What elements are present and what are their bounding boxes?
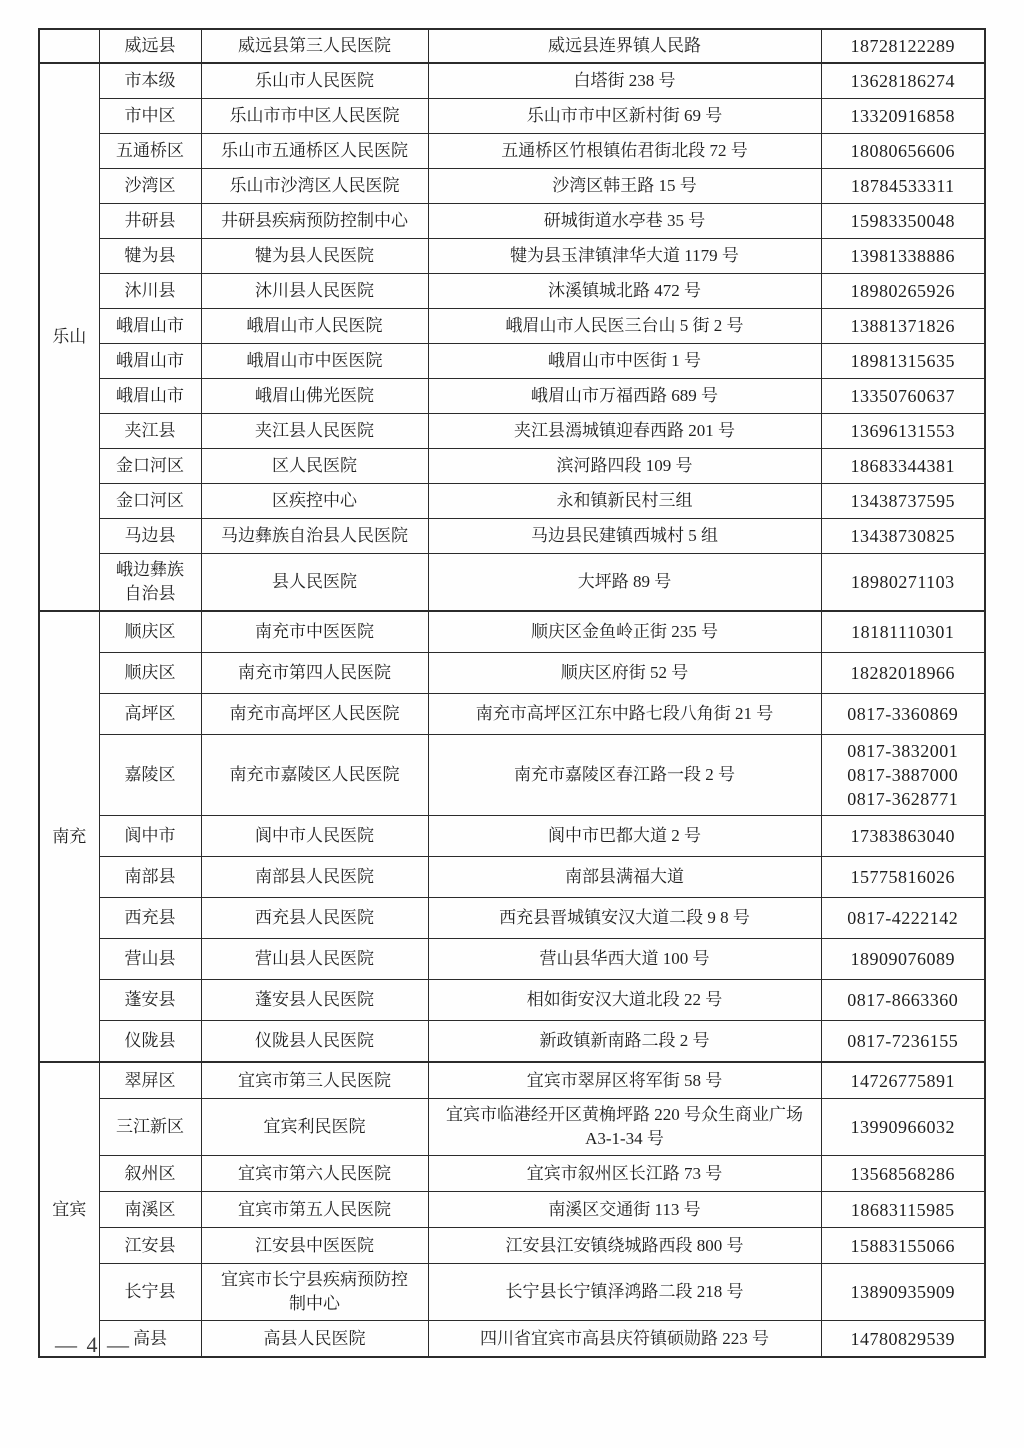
phone-number: 18980271103	[850, 572, 955, 592]
phone-cell	[821, 309, 985, 344]
address-cell: 南溪区交通街 113 号	[428, 1192, 821, 1228]
district-cell: 西充县	[99, 898, 201, 939]
district-cell: 南部县	[99, 857, 201, 898]
hospital-table-body	[39, 29, 985, 1357]
phone-number: 0817-3832001	[847, 741, 959, 761]
hospital-name-cell: 井研县疾病预防控制中心	[201, 204, 428, 239]
hospital-name-cell: 西充县人民医院	[201, 898, 428, 939]
phone-number: 14726775891	[850, 1070, 955, 1091]
hospital-name-cell: 区人民医院	[201, 449, 428, 484]
address-cell: 顺庆区金鱼岭正街 235 号	[428, 611, 821, 653]
phone-cell	[821, 29, 985, 63]
phone-number: 15983350048	[850, 211, 955, 231]
table-row	[39, 898, 985, 939]
district-cell: 南溪区	[99, 1192, 201, 1228]
phone-cell	[821, 735, 985, 816]
table-row	[39, 1062, 985, 1099]
district-cell: 市本级	[99, 63, 201, 99]
district-cell: 峨边彝族自治县	[99, 554, 201, 612]
table-row	[39, 63, 985, 99]
hospital-name-cell: 乐山市沙湾区人民医院	[201, 169, 428, 204]
phone-number: 13350760637	[850, 386, 955, 406]
table-row	[39, 309, 985, 344]
table-row	[39, 1192, 985, 1228]
phone-number: 18181110301	[851, 622, 955, 642]
hospital-name-cell: 营山县人民医院	[201, 939, 428, 980]
table-row	[39, 857, 985, 898]
hospital-name-cell: 南充市嘉陵区人民医院	[201, 735, 428, 816]
address-cell: 四川省宜宾市高县庆符镇硕勋路 223 号	[428, 1321, 821, 1358]
district-cell: 井研县	[99, 204, 201, 239]
phone-number: 0817-7236155	[847, 1031, 959, 1051]
address-cell: 大坪路 89 号	[428, 554, 821, 612]
phone-number: 13890935909	[850, 1282, 955, 1302]
address-cell: 夹江县漹城镇迎春西路 201 号	[428, 414, 821, 449]
phone-number: 13438737595	[850, 491, 955, 511]
address-cell: 沐溪镇城北路 472 号	[428, 274, 821, 309]
hospital-name-cell: 峨眉山佛光医院	[201, 379, 428, 414]
address-cell: 相如街安汉大道北段 22 号	[428, 980, 821, 1021]
hospital-name-cell: 南充市高坪区人民医院	[201, 694, 428, 735]
phone-number: 18282018966	[850, 663, 955, 683]
table-row	[39, 29, 985, 63]
phone-number: 18683344381	[850, 456, 955, 476]
phone-cell	[821, 1021, 985, 1063]
page-number: — 4 —	[55, 1332, 131, 1357]
district-cell: 威远县	[99, 29, 201, 63]
table-row	[39, 1156, 985, 1192]
phone-cell	[821, 980, 985, 1021]
phone-number: 13990966032	[850, 1117, 955, 1137]
address-cell: 阆中市巴都大道 2 号	[428, 816, 821, 857]
address-cell: 南充市高坪区江东中路七段八角街 21 号	[428, 694, 821, 735]
table-row	[39, 694, 985, 735]
phone-number: 0817-4222142	[847, 908, 959, 928]
address-cell: 犍为县玉津镇津华大道 1179 号	[428, 239, 821, 274]
phone-cell	[821, 1099, 985, 1156]
address-cell: 宜宾市翠屏区将军街 58 号	[428, 1062, 821, 1099]
hospital-name-cell: 区疾控中心	[201, 484, 428, 519]
phone-number: 13696131553	[850, 421, 955, 441]
phone-number: 13981338886	[850, 246, 955, 266]
phone-number: 18981315635	[850, 351, 955, 371]
address-cell: 永和镇新民村三组	[428, 484, 821, 519]
city-cell: 南充	[39, 611, 99, 1062]
phone-number: 0817-3887000	[847, 765, 959, 785]
phone-cell	[821, 898, 985, 939]
phone-cell	[821, 99, 985, 134]
phone-number: 13320916858	[850, 106, 955, 126]
address-cell: 营山县华西大道 100 号	[428, 939, 821, 980]
address-cell: 滨河路四段 109 号	[428, 449, 821, 484]
table-row	[39, 980, 985, 1021]
phone-cell	[821, 414, 985, 449]
address-cell: 峨眉山市人民医三台山 5 街 2 号	[428, 309, 821, 344]
table-row	[39, 344, 985, 379]
hospital-name-cell: 宜宾市第三人民医院	[201, 1062, 428, 1099]
address-cell: 五通桥区竹根镇佑君街北段 72 号	[428, 134, 821, 169]
phone-cell	[821, 1062, 985, 1099]
phone-number: 18909076089	[850, 949, 955, 969]
hospital-name-cell: 峨眉山市人民医院	[201, 309, 428, 344]
table-row	[39, 816, 985, 857]
table-row	[39, 379, 985, 414]
phone-number: 18728122289	[850, 36, 955, 56]
city-cell: 宜宾	[39, 1062, 99, 1357]
hospital-name-cell: 宜宾利民医院	[201, 1099, 428, 1156]
district-cell: 高县	[99, 1321, 201, 1358]
phone-number: 18080656606	[850, 141, 955, 161]
table-row	[39, 1099, 985, 1156]
hospital-name-cell: 宜宾市第六人民医院	[201, 1156, 428, 1192]
phone-cell	[821, 519, 985, 554]
district-cell: 金口河区	[99, 449, 201, 484]
hospital-name-cell: 仪陇县人民医院	[201, 1021, 428, 1063]
phone-cell	[821, 653, 985, 694]
table-row	[39, 449, 985, 484]
district-cell: 长宁县	[99, 1264, 201, 1321]
hospital-name-cell: 马边彝族自治县人民医院	[201, 519, 428, 554]
address-cell: 南部县满福大道	[428, 857, 821, 898]
phone-cell	[821, 134, 985, 169]
hospital-name-cell: 南部县人民医院	[201, 857, 428, 898]
address-cell: 马边县民建镇西城村 5 组	[428, 519, 821, 554]
address-cell: 峨眉山市中医街 1 号	[428, 344, 821, 379]
table-row	[39, 519, 985, 554]
address-cell: 新政镇新南路二段 2 号	[428, 1021, 821, 1063]
phone-cell	[821, 449, 985, 484]
district-cell: 沙湾区	[99, 169, 201, 204]
phone-number: 17383863040	[850, 826, 955, 846]
phone-cell	[821, 63, 985, 99]
hospital-name-cell: 峨眉山市中医医院	[201, 344, 428, 379]
district-cell: 五通桥区	[99, 134, 201, 169]
address-cell: 长宁县长宁镇泽鸿路二段 218 号	[428, 1264, 821, 1321]
district-cell: 阆中市	[99, 816, 201, 857]
table-row	[39, 484, 985, 519]
phone-cell	[821, 1192, 985, 1228]
phone-number: 18683115985	[850, 1199, 955, 1220]
district-cell: 蓬安县	[99, 980, 201, 1021]
table-row	[39, 735, 985, 816]
phone-cell	[821, 816, 985, 857]
phone-number: 0817-3628771	[847, 789, 959, 809]
table-row	[39, 99, 985, 134]
phone-cell	[821, 484, 985, 519]
table-row	[39, 1264, 985, 1321]
district-cell: 峨眉山市	[99, 344, 201, 379]
district-cell: 犍为县	[99, 239, 201, 274]
phone-number: 13881371826	[850, 316, 955, 336]
table-row	[39, 653, 985, 694]
hospital-name-cell: 南充市中医医院	[201, 611, 428, 653]
hospital-name-cell: 乐山市人民医院	[201, 63, 428, 99]
table-row	[39, 204, 985, 239]
city-cell: 乐山	[39, 63, 99, 611]
table-row	[39, 1321, 985, 1358]
district-cell: 金口河区	[99, 484, 201, 519]
table-row	[39, 274, 985, 309]
address-cell: 南充市嘉陵区春江路一段 2 号	[428, 735, 821, 816]
district-cell: 峨眉山市	[99, 379, 201, 414]
phone-number: 18980265926	[850, 281, 955, 301]
hospital-name-cell: 犍为县人民医院	[201, 239, 428, 274]
hospital-name-cell: 宜宾市长宁县疾病预防控制中心	[201, 1264, 428, 1321]
district-cell: 三江新区	[99, 1099, 201, 1156]
table-row	[39, 414, 985, 449]
address-cell: 沙湾区韩王路 15 号	[428, 169, 821, 204]
phone-cell	[821, 274, 985, 309]
table-row	[39, 1228, 985, 1264]
phone-cell	[821, 554, 985, 612]
address-cell: 白塔街 238 号	[428, 63, 821, 99]
hospital-name-cell: 高县人民医院	[201, 1321, 428, 1358]
phone-number: 18784533311	[850, 176, 955, 196]
district-cell: 峨眉山市	[99, 309, 201, 344]
phone-number: 14780829539	[850, 1328, 955, 1349]
hospital-name-cell: 南充市第四人民医院	[201, 653, 428, 694]
table-row	[39, 239, 985, 274]
table-row	[39, 169, 985, 204]
hospital-name-cell: 沐川县人民医院	[201, 274, 428, 309]
district-cell: 市中区	[99, 99, 201, 134]
hospital-name-cell: 夹江县人民医院	[201, 414, 428, 449]
table-row	[39, 939, 985, 980]
district-cell: 营山县	[99, 939, 201, 980]
address-cell: 江安县江安镇绕城路西段 800 号	[428, 1228, 821, 1264]
district-cell: 沐川县	[99, 274, 201, 309]
district-cell: 顺庆区	[99, 653, 201, 694]
address-cell: 顺庆区府街 52 号	[428, 653, 821, 694]
phone-cell	[821, 611, 985, 653]
address-cell: 宜宾市叙州区长江路 73 号	[428, 1156, 821, 1192]
phone-cell	[821, 1228, 985, 1264]
phone-cell	[821, 857, 985, 898]
hospital-name-cell: 江安县中医医院	[201, 1228, 428, 1264]
phone-cell	[821, 939, 985, 980]
phone-number: 13628186274	[850, 71, 955, 91]
phone-number: 0817-8663360	[847, 990, 959, 1010]
address-cell: 威远县连界镇人民路	[428, 29, 821, 63]
phone-cell	[821, 1156, 985, 1192]
table-row	[39, 611, 985, 653]
district-cell: 江安县	[99, 1228, 201, 1264]
address-cell: 研城街道水亭巷 35 号	[428, 204, 821, 239]
table-row	[39, 134, 985, 169]
district-cell: 夹江县	[99, 414, 201, 449]
phone-number: 15883155066	[850, 1235, 955, 1256]
district-cell: 叙州区	[99, 1156, 201, 1192]
address-cell: 宜宾市临港经开区黄桷坪路 220 号众生商业广场 A3-1-34 号	[428, 1099, 821, 1156]
district-cell: 仪陇县	[99, 1021, 201, 1063]
address-cell: 峨眉山市万福西路 689 号	[428, 379, 821, 414]
phone-cell	[821, 379, 985, 414]
hospital-name-cell: 威远县第三人民医院	[201, 29, 428, 63]
phone-number: 13438730825	[850, 526, 955, 546]
phone-number: 0817-3360869	[847, 704, 959, 724]
district-cell: 高坪区	[99, 694, 201, 735]
hospital-name-cell: 宜宾市第五人民医院	[201, 1192, 428, 1228]
address-cell: 西充县晋城镇安汉大道二段 9 8 号	[428, 898, 821, 939]
hospital-name-cell: 蓬安县人民医院	[201, 980, 428, 1021]
hospital-table	[38, 28, 986, 1358]
phone-cell	[821, 694, 985, 735]
city-cell	[39, 29, 99, 63]
hospital-name-cell: 乐山市市中区人民医院	[201, 99, 428, 134]
table-row	[39, 1021, 985, 1063]
address-cell: 乐山市市中区新村街 69 号	[428, 99, 821, 134]
hospital-name-cell: 县人民医院	[201, 554, 428, 612]
district-cell: 顺庆区	[99, 611, 201, 653]
phone-number: 15775816026	[850, 867, 955, 887]
table-row	[39, 554, 985, 612]
phone-cell	[821, 1321, 985, 1358]
phone-cell	[821, 1264, 985, 1321]
phone-number: 13568568286	[850, 1163, 955, 1184]
phone-cell	[821, 239, 985, 274]
hospital-name-cell: 阆中市人民医院	[201, 816, 428, 857]
district-cell: 嘉陵区	[99, 735, 201, 816]
phone-cell	[821, 204, 985, 239]
phone-cell	[821, 169, 985, 204]
district-cell: 马边县	[99, 519, 201, 554]
phone-cell	[821, 344, 985, 379]
hospital-name-cell: 乐山市五通桥区人民医院	[201, 134, 428, 169]
district-cell: 翠屏区	[99, 1062, 201, 1099]
